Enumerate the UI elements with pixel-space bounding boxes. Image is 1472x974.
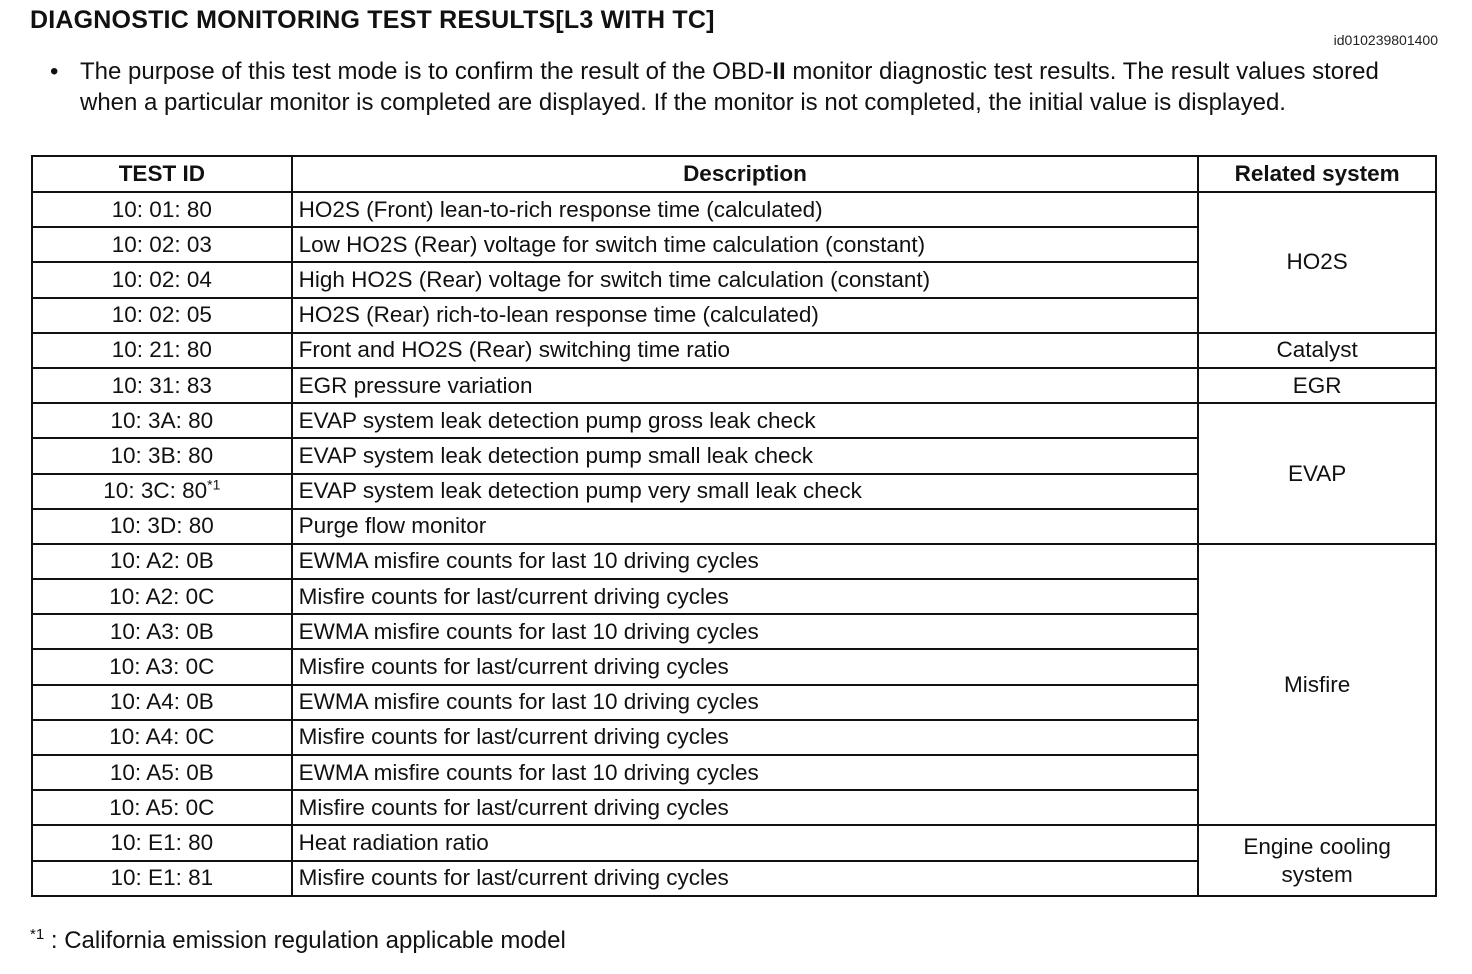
- test-id-cell: 10: 21: 80: [32, 333, 292, 368]
- description-cell: Misfire counts for last/current driving cycles: [292, 790, 1199, 825]
- table-row: [32, 403, 1436, 438]
- test-id-cell: 10: A2: 0B: [32, 544, 292, 579]
- related-system-cell: Engine cooling system: [1198, 825, 1436, 895]
- test-id-cell: [32, 474, 292, 509]
- test-id-cell: 10: A3: 0B: [32, 614, 292, 649]
- description-cell: Misfire counts for last/current driving cycles: [292, 649, 1199, 684]
- description-cell: HO2S (Rear) rich-to-lean response time (calculated): [292, 298, 1199, 333]
- related-system-cell: Catalyst: [1198, 333, 1436, 368]
- description-cell: EWMA misfire counts for last 10 driving cycles: [292, 755, 1199, 790]
- test-id-text: 10: 3C: 80: [103, 478, 208, 504]
- header-related-system: Related system: [1198, 156, 1436, 192]
- test-results-table: [31, 155, 1437, 897]
- test-id-cell: 10: A5: 0B: [32, 755, 292, 790]
- test-id-cell: 10: 31: 83: [32, 368, 292, 403]
- description-cell: EVAP system leak detection pump gross leak check: [292, 403, 1199, 438]
- description-cell: EGR pressure variation: [292, 368, 1199, 403]
- description-cell: Purge flow monitor: [292, 509, 1199, 544]
- header-description: Description: [292, 156, 1199, 192]
- related-system-cell: Misfire: [1198, 544, 1436, 826]
- related-system-cell: EVAP: [1198, 403, 1436, 544]
- table-row: [32, 368, 1436, 403]
- description-cell: Low HO2S (Rear) voltage for switch time calculation (constant): [292, 227, 1199, 262]
- intro-text-bold: II: [772, 58, 786, 85]
- footnote: [30, 926, 566, 955]
- table-header-row: [32, 156, 1436, 192]
- description-cell: Misfire counts for last/current driving cycles: [292, 579, 1199, 614]
- description-cell: EVAP system leak detection pump very small leak check: [292, 474, 1199, 509]
- footnote-marker: *1: [30, 926, 45, 943]
- description-cell: EWMA misfire counts for last 10 driving cycles: [292, 544, 1199, 579]
- intro-paragraph: [50, 56, 1420, 118]
- test-id-cell: 10: E1: 80: [32, 825, 292, 860]
- test-id-cell: 10: A4: 0C: [32, 720, 292, 755]
- description-cell: EWMA misfire counts for last 10 driving cycles: [292, 685, 1199, 720]
- related-system-cell: EGR: [1198, 368, 1436, 403]
- table-row: [32, 825, 1436, 860]
- page-title: DIAGNOSTIC MONITORING TEST RESULTS[L3 WITH TC]: [30, 6, 715, 34]
- intro-text-pre: The purpose of this test mode is to confirm the result of the OBD-: [80, 58, 773, 85]
- header-test-id: TEST ID: [32, 156, 292, 192]
- document-id: id010239801400: [1333, 32, 1438, 48]
- test-id-cell: 10: 3B: 80: [32, 438, 292, 473]
- footnote-marker: *1: [207, 476, 221, 493]
- description-cell: Front and HO2S (Rear) switching time ratio: [292, 333, 1199, 368]
- description-cell: Heat radiation ratio: [292, 825, 1199, 860]
- description-cell: HO2S (Front) lean-to-rich response time (calculated): [292, 192, 1199, 227]
- intro-text-post: monitor diagnostic test results. The result values stored when a particular monitor is completed are displayed. If the monitor is not completed, the initial value is displayed.: [80, 58, 1379, 116]
- test-id-cell: 10: 02: 03: [32, 227, 292, 262]
- test-id-cell: 10: 3D: 80: [32, 509, 292, 544]
- description-cell: EVAP system leak detection pump small leak check: [292, 438, 1199, 473]
- test-id-cell: 10: A2: 0C: [32, 579, 292, 614]
- table-row: [32, 192, 1436, 227]
- intro-text: [80, 56, 1420, 118]
- test-id-cell: 10: 3A: 80: [32, 403, 292, 438]
- related-system-cell: HO2S: [1198, 192, 1436, 333]
- description-cell: Misfire counts for last/current driving cycles: [292, 861, 1199, 896]
- test-id-cell: 10: 02: 04: [32, 262, 292, 297]
- description-cell: EWMA misfire counts for last 10 driving cycles: [292, 614, 1199, 649]
- test-id-cell: 10: A5: 0C: [32, 790, 292, 825]
- test-id-cell: 10: A3: 0C: [32, 649, 292, 684]
- table-row: [32, 544, 1436, 579]
- test-id-cell: 10: E1: 81: [32, 861, 292, 896]
- footnote-text: : California emission regulation applicable model: [44, 927, 566, 954]
- table-row: [32, 333, 1436, 368]
- test-id-cell: 10: 02: 05: [32, 298, 292, 333]
- description-cell: Misfire counts for last/current driving cycles: [292, 720, 1199, 755]
- bullet-icon: •: [50, 58, 59, 85]
- description-cell: High HO2S (Rear) voltage for switch time calculation (constant): [292, 262, 1199, 297]
- test-id-cell: 10: 01: 80: [32, 192, 292, 227]
- test-id-cell: 10: A4: 0B: [32, 685, 292, 720]
